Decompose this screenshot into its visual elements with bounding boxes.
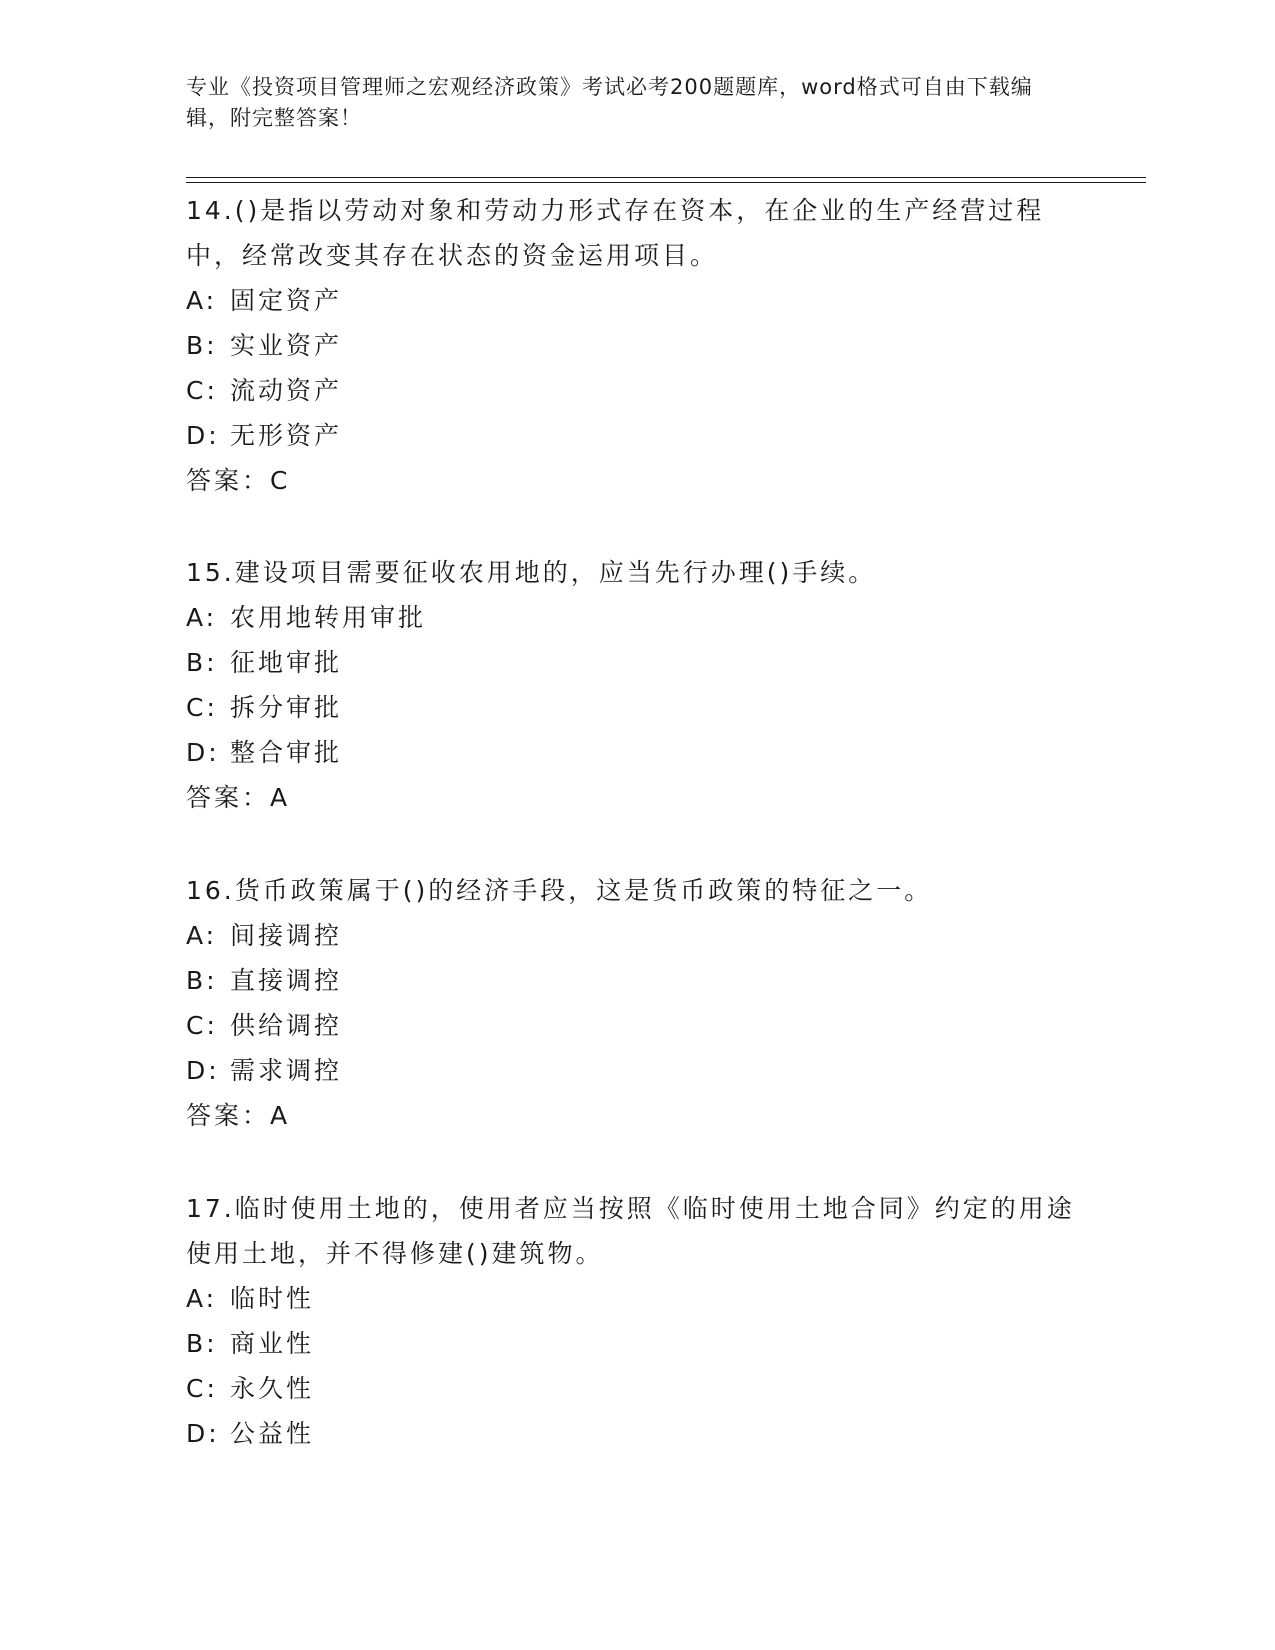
option-a xyxy=(186,595,1086,640)
question-stem: 17.临时使用土地的，使用者应当按照《临时使用土地合同》约定的用途使用土地，并不得修建()建筑物。 xyxy=(186,1194,1075,1268)
option-c xyxy=(186,368,1086,413)
option-text: 需求调控 xyxy=(230,1056,343,1085)
option-key: B: xyxy=(186,648,218,677)
option-c xyxy=(186,1366,1086,1411)
answer-line: 答案：A xyxy=(186,1101,291,1130)
option-text: 公益性 xyxy=(230,1419,315,1448)
option-c xyxy=(186,1003,1086,1048)
option-key: B: xyxy=(186,1329,218,1358)
option-text: 永久性 xyxy=(230,1374,315,1403)
option-key: D: xyxy=(186,1419,220,1448)
option-key: D: xyxy=(186,1056,220,1085)
option-c xyxy=(186,685,1086,730)
option-text: 流动资产 xyxy=(230,376,343,405)
question-stem: 15.建设项目需要征收农用地的，应当先行办理()手续。 xyxy=(186,558,877,587)
question-14 xyxy=(186,188,1086,503)
option-key: D: xyxy=(186,421,220,450)
option-text: 供给调控 xyxy=(230,1011,343,1040)
header-divider-bottom xyxy=(186,182,1146,183)
option-d xyxy=(186,730,1086,775)
question-15 xyxy=(186,550,1086,820)
option-text: 无形资产 xyxy=(230,421,343,450)
option-b xyxy=(186,1321,1086,1366)
option-text: 固定资产 xyxy=(230,286,343,315)
option-b xyxy=(186,323,1086,368)
option-text: 农用地转用审批 xyxy=(230,603,427,632)
header-divider-top xyxy=(186,177,1146,178)
option-b xyxy=(186,958,1086,1003)
option-a xyxy=(186,913,1086,958)
option-d xyxy=(186,1048,1086,1093)
option-key: A: xyxy=(186,1284,218,1313)
question-16 xyxy=(186,868,1086,1138)
question-stem: 14.()是指以劳动对象和劳动力形式存在资本，在企业的生产经营过程中，经常改变其存在状态的资金运用项目。 xyxy=(186,196,1045,270)
option-text: 拆分审批 xyxy=(230,693,343,722)
option-key: D: xyxy=(186,738,220,767)
option-text: 实业资产 xyxy=(230,331,343,360)
option-text: 整合审批 xyxy=(230,738,343,767)
option-text: 商业性 xyxy=(230,1329,315,1358)
option-d xyxy=(186,413,1086,458)
option-key: C: xyxy=(186,1011,218,1040)
option-key: C: xyxy=(186,376,218,405)
option-text: 征地审批 xyxy=(230,648,343,677)
document-intro: 专业《投资项目管理师之宏观经济政策》考试必考200题题库，word格式可自由下载编辑，附完整答案！ xyxy=(186,75,1033,130)
answer-line: 答案：C xyxy=(186,466,291,495)
option-text: 临时性 xyxy=(230,1284,315,1313)
option-key: A: xyxy=(186,286,218,315)
option-a xyxy=(186,278,1086,323)
option-b xyxy=(186,640,1086,685)
option-key: C: xyxy=(186,1374,218,1403)
question-17 xyxy=(186,1186,1086,1456)
option-text: 直接调控 xyxy=(230,966,343,995)
option-key: A: xyxy=(186,603,218,632)
option-key: B: xyxy=(186,966,218,995)
option-a xyxy=(186,1276,1086,1321)
answer-line: 答案：A xyxy=(186,783,291,812)
option-key: A: xyxy=(186,921,218,950)
question-stem: 16.货币政策属于()的经济手段，这是货币政策的特征之一。 xyxy=(186,876,933,905)
option-d xyxy=(186,1411,1086,1456)
option-key: B: xyxy=(186,331,218,360)
option-key: C: xyxy=(186,693,218,722)
option-text: 间接调控 xyxy=(230,921,343,950)
